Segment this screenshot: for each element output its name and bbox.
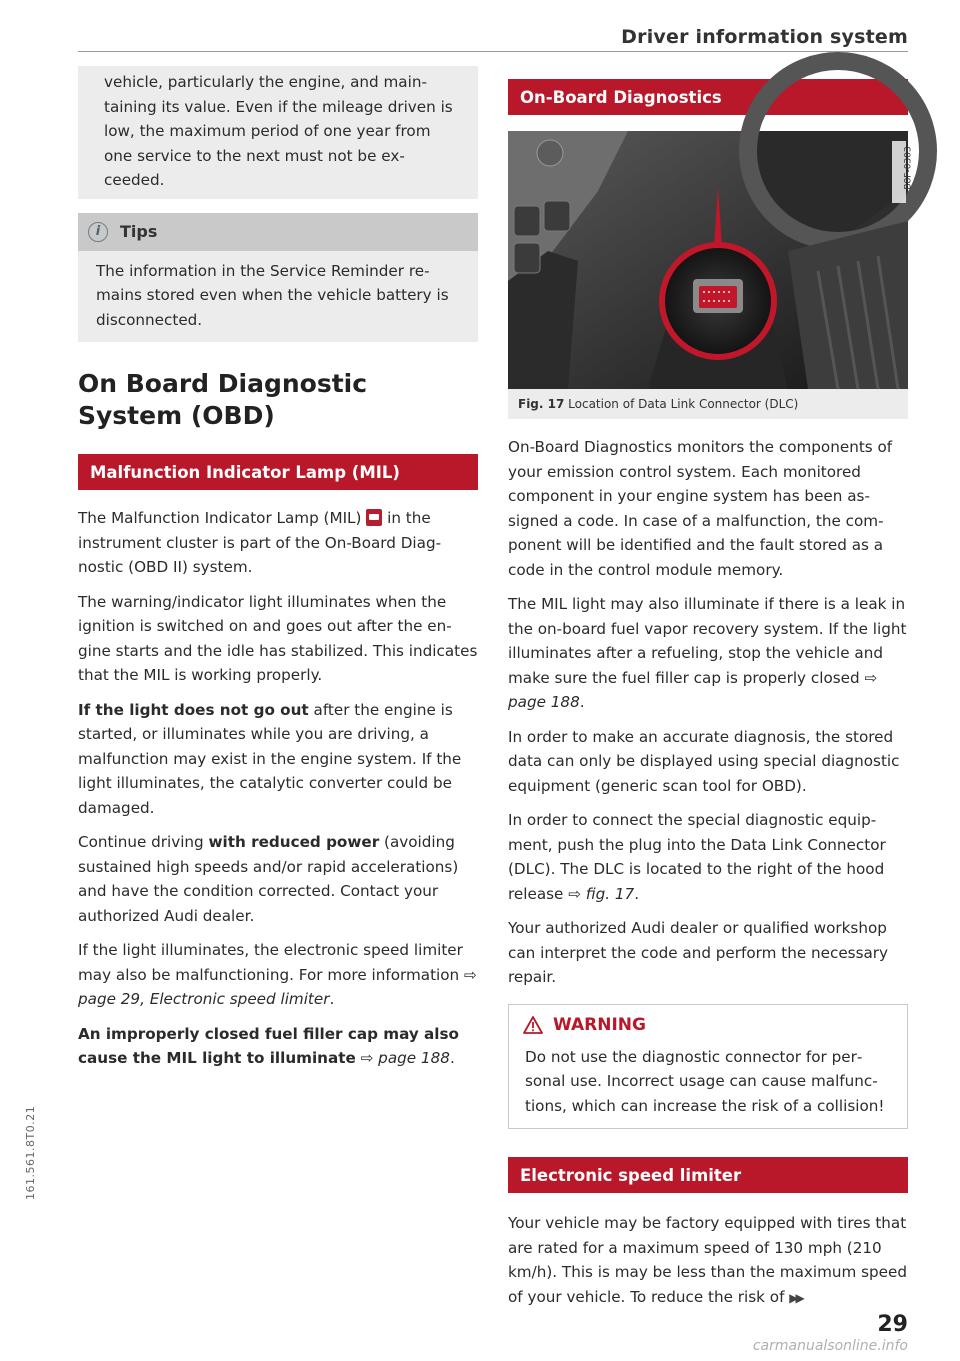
mil-paragraph-3	[78, 698, 478, 821]
tips-label: Tips	[120, 222, 158, 241]
mil-p3-bold: If the light does not go out	[78, 700, 309, 719]
tips-body	[78, 251, 478, 343]
mil-paragraph-5	[78, 938, 478, 1012]
figure-label: Fig. 17	[518, 397, 565, 411]
fuel-cap-page-link-2[interactable]: ⇨ page 188	[508, 668, 878, 711]
mil-p1-text-b: in the instrument cluster is part of the On-Board Diagnostic (OBD II) system.	[78, 509, 442, 576]
obd-paragraph-3: In order to make an accurate diagnosis, the stored data can only be displayed using special diagnostic equipment (generic scan tool for OBD).	[508, 727, 900, 795]
figure-17-link[interactable]: ⇨ fig. 17	[568, 884, 635, 903]
mil-p6-bold: An improperly closed fuel filler cap may also cause the MIL light to illuminate	[78, 1024, 459, 1067]
mil-p1-text-a: The Malfunction Indicator Lamp (MIL)	[78, 509, 367, 527]
tips-header	[78, 213, 478, 251]
mil-paragraph-4	[78, 830, 478, 928]
mil-section-band: Malfunction Indicator Lamp (MIL)	[78, 454, 478, 490]
obd-p2-a: The MIL light may also illuminate if there is a leak in the on-board fuel vapor recovery system. If the light illuminates after a refueling, stop the vehicle and make sure the fuel filler cap is properly closed	[508, 595, 907, 687]
dlc-location-figure	[508, 131, 914, 389]
engine-check-icon	[366, 509, 382, 526]
warning-text: Do not use the diagnostic connector for personal use. Incorrect usage can cause malfunctions, which can increase the risk of a collision!	[525, 1047, 885, 1115]
mil-p3-rest: after the engine is started, or illuminates while you are driving, a malfunction may exist in the engine system. If the light illuminates, the catalytic converter could be damaged.	[78, 700, 462, 817]
right-column	[508, 66, 914, 1320]
obd-paragraph-1: On-Board Diagnostics monitors the components of your emission control system. Each monitored component in your engine system has been assigned a code. In case of a malfunction, the component will be identified and the fault stored as a code in the control module memory.	[508, 438, 893, 579]
mil-p4-bold: with reduced power	[208, 833, 380, 851]
continue-arrow-icon: ▶▶	[789, 1290, 802, 1305]
obd-paragraph-2	[508, 592, 908, 715]
obd-p2-end: .	[579, 693, 585, 711]
warning-box	[508, 1004, 908, 1130]
speed-limiter-page-link[interactable]: ⇨ page 29, Electronic speed limiter	[78, 965, 477, 1008]
figure-caption-text: Location of Data Link Connector (DLC)	[564, 397, 799, 411]
mil-p4-a: Continue driving	[78, 833, 209, 851]
obd-section-band: On-Board Diagnostics	[508, 79, 908, 115]
fuel-cap-page-link[interactable]: ⇨ page 188	[355, 1049, 450, 1067]
mil-paragraph-6	[78, 1022, 478, 1071]
mil-p5-a: If the light illuminates, the electronic speed limiter may also be malfunctioning. For more information	[78, 941, 464, 984]
left-column	[78, 66, 478, 1081]
obd-paragraph-4	[508, 808, 908, 906]
obd-p4-a: In order to connect the special diagnostic equipment, push the plug into the Data Link Connector (DLC). The DLC is located to the right of the hood release	[508, 811, 886, 903]
section-heading: On Board Diagnostic System (OBD)	[78, 369, 368, 430]
mil-p4-rest: (avoiding sustained high speeds and/or rapid accelerations) and have the condition corrected. Contact your authorized Audi dealer.	[78, 833, 459, 925]
watermark: carmanualsonline.info	[752, 1338, 908, 1354]
page-number: 29	[877, 1312, 908, 1337]
speed-limiter-text: Your vehicle may be factory equipped with tires that are rated for a maximum speed of 130 mph (210 km/h). This is may be less than the maximum speed of your vehicle. To reduce the risk of	[508, 1214, 908, 1306]
figure-caption	[508, 389, 908, 419]
speed-limiter-paragraph	[508, 1211, 908, 1310]
continued-note-text: vehicle, particularly the engine, and maintaining its value. Even if the mileage driven is low, the maximum period of one year from one service to the next must not be exceeded.	[104, 73, 453, 189]
speed-limiter-section-band: Electronic speed limiter	[508, 1157, 908, 1193]
mil-paragraph-2: The warning/indicator light illuminates when the ignition is switched on and goes out after the engine starts and the idle has stabilized. This indicates that the MIL is working properly.	[78, 592, 478, 684]
warning-header	[509, 1005, 907, 1041]
obd-p4-end: .	[634, 884, 640, 903]
warning-triangle-icon	[523, 1016, 543, 1034]
info-icon: i	[88, 222, 108, 242]
dlc-illustration	[508, 131, 908, 389]
tips-text: The information in the Service Reminder remains stored even when the vehicle battery is disconnected.	[96, 261, 449, 329]
warning-body	[509, 1041, 907, 1129]
side-document-code: 161.561.8T0.21	[24, 1105, 37, 1200]
warning-label: WARNING	[553, 1014, 646, 1035]
mil-paragraph-1	[78, 506, 478, 580]
mil-p6-end: .	[449, 1049, 455, 1067]
running-header: Driver information system	[621, 26, 908, 48]
figure-code: B8F-0303	[903, 146, 914, 190]
header-divider	[78, 51, 908, 52]
continued-note-box	[78, 66, 478, 199]
mil-p5-end: .	[329, 990, 335, 1008]
obd-paragraph-5: Your authorized Audi dealer or qualified workshop can interpret the code and perform the necessary repair.	[508, 919, 889, 986]
